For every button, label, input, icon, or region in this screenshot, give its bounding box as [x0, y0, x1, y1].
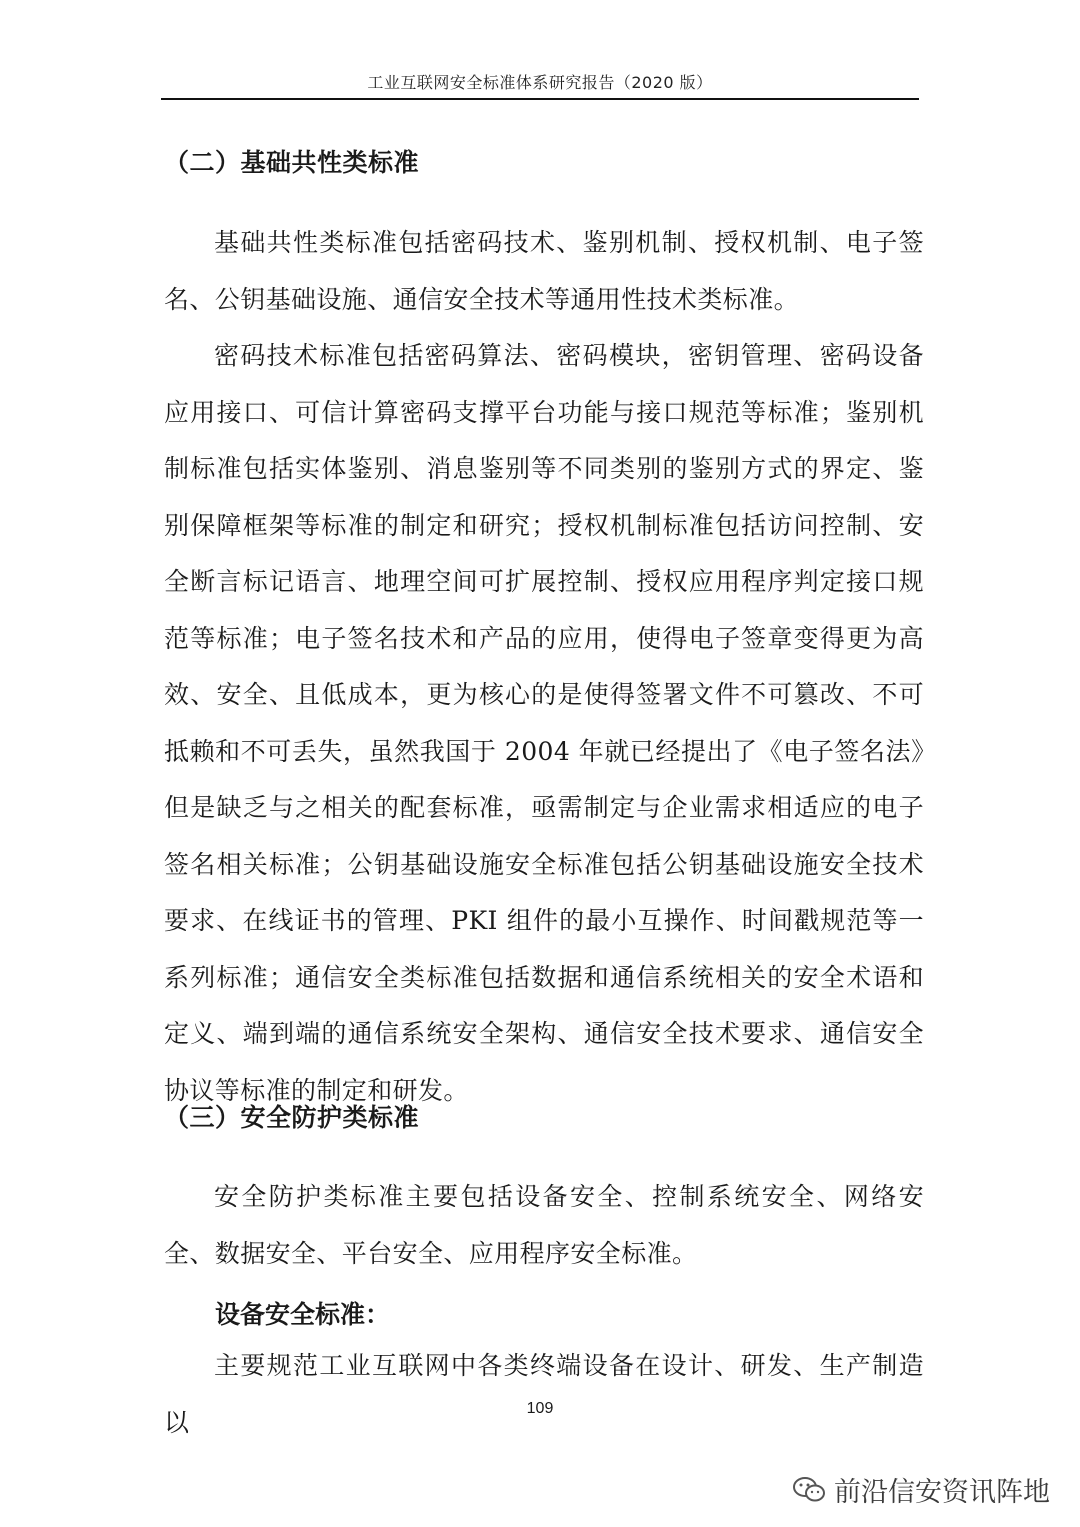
section-heading-basic: （二）基础共性类标准 [164, 148, 420, 177]
paragraph-basic-intro: 基础共性类标准包括密码技术、鉴别机制、授权机制、电子签名、公钥基础设施、通信安全技术等通用性技术类标准。 [164, 228, 924, 314]
wechat-icon [792, 1475, 826, 1505]
watermark [792, 1470, 1050, 1509]
paragraph-basic-detail: 密码技术标准包括密码算法、密码模块，密钥管理、密码设备应用接口、可信计算密码支撑平台功能与接口规范等标准；鉴别机制标准包括实体鉴别、消息鉴别等不同类别的鉴别方式的界定、鉴别保障框架等标准的制定和研究；授权机制标准包括访问控制、安全断言标记语言、地理空间可扩展控制、授权应用程序判定接口规范等标准；电子签名技术和产品的应用，使得电子签章变得更为高效、安全、且低成本，更为核心的是使得签署文件不可篡改、不可抵赖和不可丢失，虽然我国于 2004 年就已经提出了《电子签名法》但是缺乏与之相关的配套标准，亟需制定与企业需求相适应的电子签名相关标准；公钥基础设施安全标准包括公钥基础设施安全技术要求、在线证书的管理、PKI 组件的最小互操作、时间戳规范等一系列标准；通信安全类标准包括数据和通信系统相关的安全术语和定义、端到端的通信系统安全架构、通信安全技术要求、通信安全协议等标准的制定和研发。 [164, 341, 924, 1105]
section-heading-protection: （三）安全防护类标准 [164, 1103, 420, 1132]
page-number: 109 [526, 1400, 554, 1417]
paragraph-device-security: 主要规范工业互联网中各类终端设备在设计、研发、生产制造以 [164, 1351, 924, 1437]
header-divider [161, 98, 919, 100]
watermark-text: 前沿信安资讯阵地 [834, 1477, 1050, 1508]
page-header-title: 工业互联网安全标准体系研究报告（2020 版） [367, 73, 713, 92]
subheading-device-security: 设备安全标准： [215, 1300, 391, 1329]
paragraph-protection-intro: 安全防护类标准主要包括设备安全、控制系统安全、网络安全、数据安全、平台安全、应用程序安全标准。 [164, 1182, 924, 1268]
